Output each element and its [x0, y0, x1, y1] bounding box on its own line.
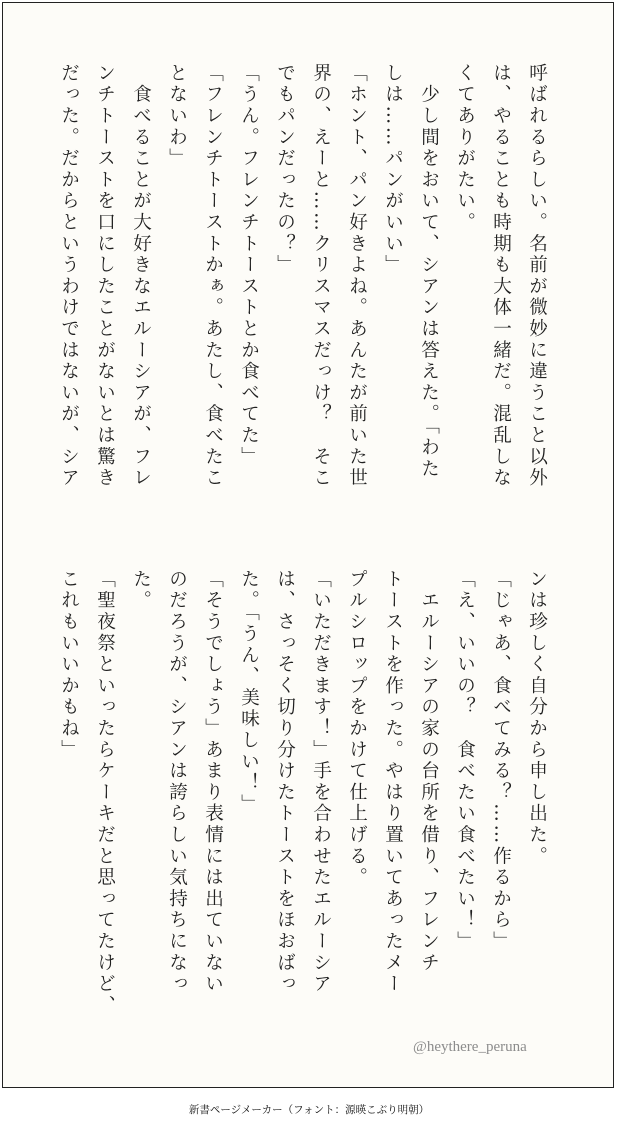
text-column: 「え、いいの？ 食べたい食べたい！」	[454, 569, 476, 953]
text-column: た。	[130, 569, 152, 612]
author-watermark: @heythere_peruna	[413, 1039, 527, 1055]
text-column: トーストを作った。やはり置いてあったメー	[382, 569, 404, 995]
text-column: 「ホント、パン好きよね。あんたが前いた世	[346, 63, 368, 489]
text-column: ンチトーストを口にしたことがないとは驚き	[94, 63, 116, 489]
text-column: は、さっそく切り分けたトーストをほおばっ	[274, 569, 296, 995]
text-column: ンは珍しく自分から申し出た。	[526, 569, 548, 868]
text-column: た。「うん、美味しい！」	[238, 569, 260, 816]
text-column: くてありがたい。	[454, 63, 476, 234]
text-column: プルシロップをかけて仕上げる。	[346, 569, 368, 889]
text-column: 食べることが大好きなエルーシアが、フレ	[130, 63, 152, 489]
generator-caption: 新書ページメーカー（フォント：源暎こぶり明朝）	[188, 1104, 430, 1116]
text-column: 少し間をおいて、シアンは答えた。「わた	[418, 63, 440, 480]
text-column: のだろうが、シアンは誇らしい気持ちになっ	[166, 569, 188, 995]
text-column: しは……パンがいい」	[382, 63, 404, 276]
text-column: 「そうでしょう」あまり表情には出ていない	[202, 569, 224, 995]
text-column: 「じゃあ、食べてみる？……作るから」	[490, 569, 512, 953]
text-column: これもいいかもね」	[58, 569, 80, 761]
text-column: 「うん。フレンチトーストとか食べてた」	[238, 63, 260, 468]
text-column: とないわ」	[166, 63, 188, 170]
text-column: でもパンだったの？」	[274, 63, 296, 276]
text-column: 「いただきます！」手を合わせたエルーシア	[310, 569, 332, 995]
text-column: 「聖夜祭といったらケーキだと思ってたけど、	[94, 569, 116, 1017]
text-column: エルーシアの家の台所を借り、フレンチ	[418, 569, 440, 974]
text-column: は、やることも時期も大体一緒だ。混乱しな	[490, 63, 512, 489]
text-column: だった。だからというわけではないが、シア	[58, 63, 80, 489]
text-column: 呼ばれるらしい。名前が微妙に違うこと以外	[526, 63, 548, 489]
text-column: 「フレンチトーストかぁ。あたし、食べたこ	[202, 63, 224, 489]
book-page	[2, 2, 614, 1088]
text-column: 界の、えーと……クリスマスだっけ？ そこ	[310, 63, 332, 489]
